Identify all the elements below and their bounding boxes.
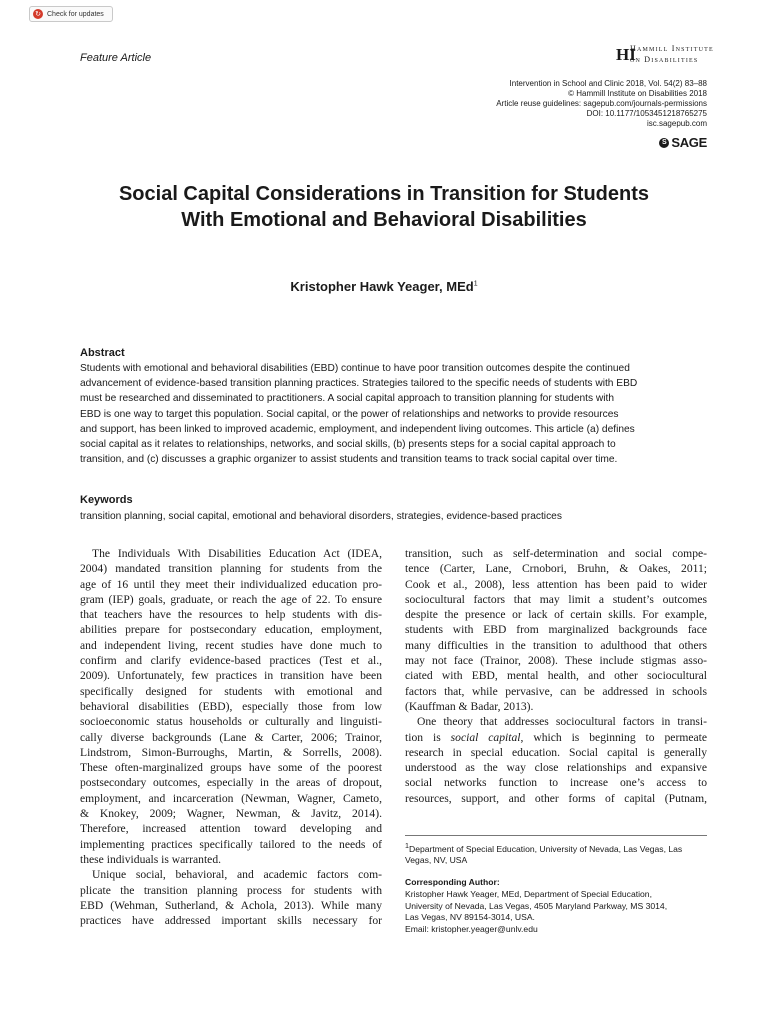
abstract-line: EBD is one way to target this population. Social capital, or the power of relationships and networks to provide resources (80, 408, 619, 420)
body-line: ciated with EBD, mental health, and other sociocultural (405, 669, 707, 683)
corresponding-author-heading: Corresponding Author: (405, 877, 500, 887)
body-line: factors that, while pervasive, can be addressed in schools (405, 684, 707, 698)
body-line: cally diverse backgrounds (Lane & Carter, 2006; Trainor, (80, 730, 382, 744)
author-affiliation-marker: 1 (473, 280, 478, 288)
publisher-logo-line1: Hammill Institute (630, 44, 714, 53)
body-line: Unique social, behavioral, and academic factors com- (92, 868, 382, 882)
abstract-text (80, 361, 708, 467)
journal-citation: Intervention in School and Clinic 2018, Vol. 54(2) 83–88 (509, 79, 707, 88)
body-line: these individuals is warranted. (80, 852, 222, 866)
body-line: that teachers have the resources to help students with dis- (80, 608, 382, 622)
body-line: One theory that addresses sociocultural factors in transi- (417, 715, 707, 729)
article-title-line: Social Capital Considerations in Transition for Students (118, 183, 650, 205)
body-line: The Individuals With Disabilities Education Act (IDEA, (92, 547, 382, 560)
body-line: confirm and clarify evidence-based practices (Test et al., (80, 654, 382, 668)
abstract-line: and support, has been linked to improved academic, employment, and independent living outcomes. This article (a) defines (80, 423, 635, 435)
journal-metadata (496, 79, 707, 129)
corresponding-author-details (405, 889, 667, 935)
article-title-line: With Emotional and Behavioral Disabilities (181, 209, 587, 231)
body-line: and independent living, recent studies have done much to (80, 638, 382, 652)
body-line: understood as the way close relationships and expansive (405, 761, 707, 775)
refresh-icon: ↻ (33, 9, 43, 19)
body-line: age of 16 until they meet their individualized education pro- (80, 577, 382, 591)
body-line: Therefore, increased attention toward developing and (80, 822, 382, 836)
abstract-line: must be researched and disseminated to practitioners. A social capital approach to transition planning for students with (80, 393, 615, 405)
affiliation-footnote (405, 841, 707, 867)
doi-link[interactable]: DOI: 10.1177/1053451218765275 (586, 109, 707, 118)
body-line: research in special education. Social capital is generally (405, 745, 707, 759)
body-line: students with EBD from marginalized backgrounds face (405, 623, 707, 637)
reuse-guidelines-link[interactable]: Article reuse guidelines: sagepub.com/journals-permissions (496, 99, 707, 108)
body-line: implementing practices specifically tailored to the needs of (80, 837, 382, 851)
corresponding-line: University of Nevada, Las Vegas, 4505 Maryland Parkway, MS 3014, (405, 900, 668, 911)
body-line: Lindstrom, Simon-Burroughs, Martin, & Sorrells, 2008). (80, 745, 382, 759)
body-line: sociocultural factors that may limit a student’s outcomes (405, 592, 707, 606)
sage-logo-icon: S (659, 138, 669, 148)
body-line: & Knokey, 2009; Wagner, Newman, & Javitz, 2014). (80, 807, 382, 821)
body-line: specifically designed for students with emotional and (80, 684, 382, 698)
abstract-heading: Abstract (80, 347, 125, 359)
corresponding-line: Las Vegas, NV 89154-3014, USA. (405, 912, 535, 923)
footnote-line: Vegas, NV, USA (405, 855, 468, 866)
body-line: many difficulties in the transition to adulthood that others (405, 638, 707, 652)
body-line: behavioral disabilities (EBD), especially those from low (80, 699, 382, 713)
check-for-updates-button[interactable] (29, 6, 113, 22)
footnote-divider (405, 835, 707, 836)
body-line: practices have addressed important skills necessary for (80, 914, 382, 928)
body-column-right (405, 546, 707, 806)
body-text-fragment: , which is beginning to permeate (520, 730, 707, 744)
publisher-logo-mark: HI (616, 45, 636, 64)
keywords-heading: Keywords (80, 494, 133, 506)
body-line: socioeconomic status households or culturally and linguisti- (80, 715, 382, 729)
body-line: may not face (Trainor, 2008). These include stigmas asso- (405, 654, 707, 668)
corresponding-line: Kristopher Hawk Yeager, MEd, Department of Special Education, (405, 889, 652, 899)
body-line: despite the presence or lack of certain skills. For example, (405, 608, 707, 622)
body-line: tence (Carter, Lane, Crnobori, Bruhn, & Oakes, 2011; (405, 562, 707, 576)
footnote-line (405, 841, 707, 855)
body-line: 2004) mandated transition planning for students from the (80, 562, 382, 576)
sage-logo (659, 135, 707, 150)
body-text-fragment: tion is (405, 730, 451, 744)
journal-url-link[interactable]: isc.sagepub.com (646, 119, 707, 128)
body-line (405, 730, 707, 745)
emphasized-term: social capital (450, 730, 521, 744)
author-line (60, 279, 708, 294)
publisher-logo-line2: on Disabilities (630, 55, 699, 64)
body-line: plicate the transition planning process for students with (80, 883, 382, 897)
body-line: EBD (Wehman, Sutherland, & Achola, 2013). While many (80, 898, 382, 912)
abstract-line: Students with emotional and behavioral disabilities (EBD) continue to have poor transition outcomes despite the continued (80, 363, 630, 374)
body-line: gram (IEP) goals, graduate, or reach the age of 22. To ensure (80, 592, 382, 606)
copyright-line: © Hammill Institute on Disabilities 2018 (568, 89, 707, 98)
body-line: abilities prepare for postsecondary education, employment, (80, 623, 382, 637)
body-line: employment, and incarceration (Newman, Wagner, Cameto, (80, 791, 382, 805)
sage-logo-text: SAGE (671, 135, 707, 150)
abstract-line: transition, and (c) discusses a graphic organizer to assist students and transition teams to track social capital over time. (80, 454, 618, 466)
body-line: Cook et al., 2008), less attention has been paid to wider (405, 577, 707, 591)
footnote-text: Department of Special Education, University of Nevada, Las Vegas, Las (408, 843, 683, 854)
author-name: Kristopher Hawk Yeager, MEd (290, 279, 474, 294)
article-type-label: Feature Article (80, 52, 152, 64)
keywords-text: transition planning, social capital, emotional and behavioral disorders, strategies, evidence-based practices (80, 511, 562, 522)
abstract-line: advancement of evidence-based transition planning practices. Strategies tailored to the specific needs of students with EBD (80, 378, 638, 390)
body-line: social networks function to increase one’s access to (405, 776, 707, 790)
corresponding-email-link[interactable]: Email: kristopher.yeager@unlv.edu (405, 923, 538, 934)
body-column-left (80, 546, 382, 928)
body-line: These often-marginalized groups have some of the poorest (80, 761, 382, 775)
body-line: resources, support, and other forms of capital (Putnam, (405, 791, 707, 805)
publisher-logo (616, 44, 714, 66)
body-line: transition, such as self-determination and social compe- (405, 547, 707, 560)
body-line: (Kauffman & Badar, 2013). (405, 699, 534, 713)
body-line: 2009). Unfortunately, few practices in transition have been (80, 669, 382, 683)
body-line: postsecondary outcomes, especially in the areas of dropout, (80, 776, 382, 790)
footnote-marker: 1 (405, 842, 409, 850)
article-title (60, 181, 708, 233)
check-for-updates-label: Check for updates (47, 10, 104, 18)
abstract-line: social capital as it relates to relationships, networks, and social skills, (b) presents steps for a social capital approach to (80, 439, 616, 451)
